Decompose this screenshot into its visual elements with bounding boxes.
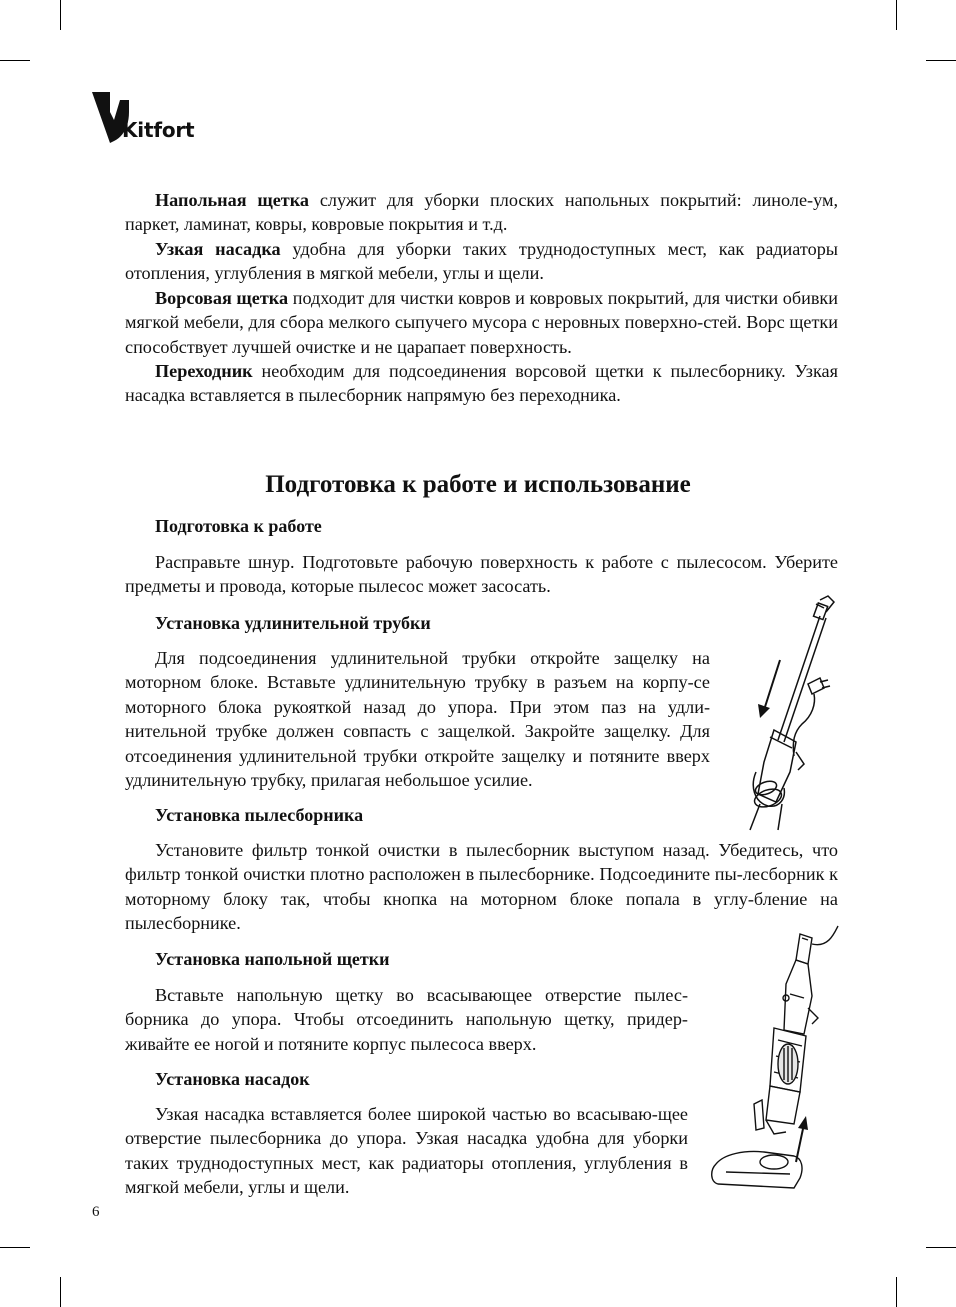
- subsection-title: Установка насадок: [155, 1069, 310, 1089]
- term: Ворсовая щетка: [155, 288, 289, 308]
- subsection-title: Установка напольной щетки: [155, 949, 390, 969]
- subsection-title: Установка пылесборника: [155, 805, 364, 825]
- subsection-text: Установите фильтр тонкой очистки в пылесборник выступом назад. Убедитесь, что фильтр тонкой очистки плотно расположен в пылесборнике. Подсоедините пы-лесборник к моторному блоку так, чтобы кнопка на моторном блоке попала в углу-бление на пылесборнике.: [125, 840, 838, 934]
- crop-mark: [0, 1247, 30, 1248]
- subsection-text: Вставьте напольную щетку во всасывающее отверстие пылес-борника до упора. Чтобы отсоединить напольную щетку, придер-живайте ее ногой и потяните корпус пылесоса вверх.: [125, 985, 688, 1054]
- crop-mark: [926, 1247, 956, 1248]
- page-number: 6: [92, 1204, 100, 1220]
- crop-mark: [926, 60, 956, 61]
- crop-mark: [60, 0, 61, 30]
- subsection-text: Узкая насадка вставляется более широкой частью во всасываю-щее отверстие пылесборника до упора. Узкая насадка удобна для уборки таких труднодоступных мест, как радиаторы отопления, углубления в мягкой мебели, углы и щели.: [125, 1104, 688, 1198]
- crop-mark: [0, 60, 30, 61]
- subsection-text: Для подсоединения удлинительной трубки откройте защелку на моторном блоке. Вставьте удлинительную трубку в разъем на корпу-се моторного блока рукояткой назад до упора. При этом паз на удли-нительной трубке должен совпасть с защелкой. Закройте защелку. Для отсоединения удлинительной трубки откройте защелку и потяните вверх удлинительную трубку, прилагая небольшое усилие.: [125, 648, 710, 791]
- crop-mark: [60, 1277, 61, 1307]
- term: Узкая насадка: [155, 239, 281, 259]
- section-title: Подготовка к работе и использование: [265, 471, 691, 498]
- crop-mark: [896, 0, 897, 30]
- extension-tube-illustration: [720, 592, 840, 832]
- crop-mark: [896, 1277, 897, 1307]
- brand-name: Kitfort: [122, 118, 195, 142]
- intro-paragraph: Узкая насадка удобна для уборки таких труднодоступных мест, как радиаторы отопления, углубления в мягкой мебели, углы и щели.: [125, 239, 839, 284]
- subsection-title: Подготовка к работе: [155, 516, 322, 536]
- intro-paragraph: Ворсовая щетка подходит для чистки ковров и ковровых покрытий, для чистки обивки мягкой мебели, для сбора мелкого сыпучего мусора с неровных поверхно-стей. Ворс щетки способствует лучшей очистке и не царапает поверхность.: [125, 288, 838, 357]
- subsection-title: Установка удлинительной трубки: [155, 613, 431, 633]
- floor-brush-illustration: [704, 924, 844, 1194]
- subsection-text: Расправьте шнур. Подготовьте рабочую поверхность к работе с пылесосом. Уберите предметы и провода, которые пылесос может засосать.: [125, 552, 838, 597]
- term: Напольная щетка: [155, 190, 310, 210]
- term: Переходник: [155, 361, 253, 381]
- intro-paragraph: Напольная щетка служит для уборки плоских напольных покрытий: линоле-ум, паркет, ламинат, ковры, ковровые покрытия и т.д.: [125, 190, 838, 235]
- intro-paragraph: Переходник необходим для подсоединения ворсовой щетки к пылесборнику. Узкая насадка вставляется в пылесборник напрямую без переходника.: [125, 361, 838, 406]
